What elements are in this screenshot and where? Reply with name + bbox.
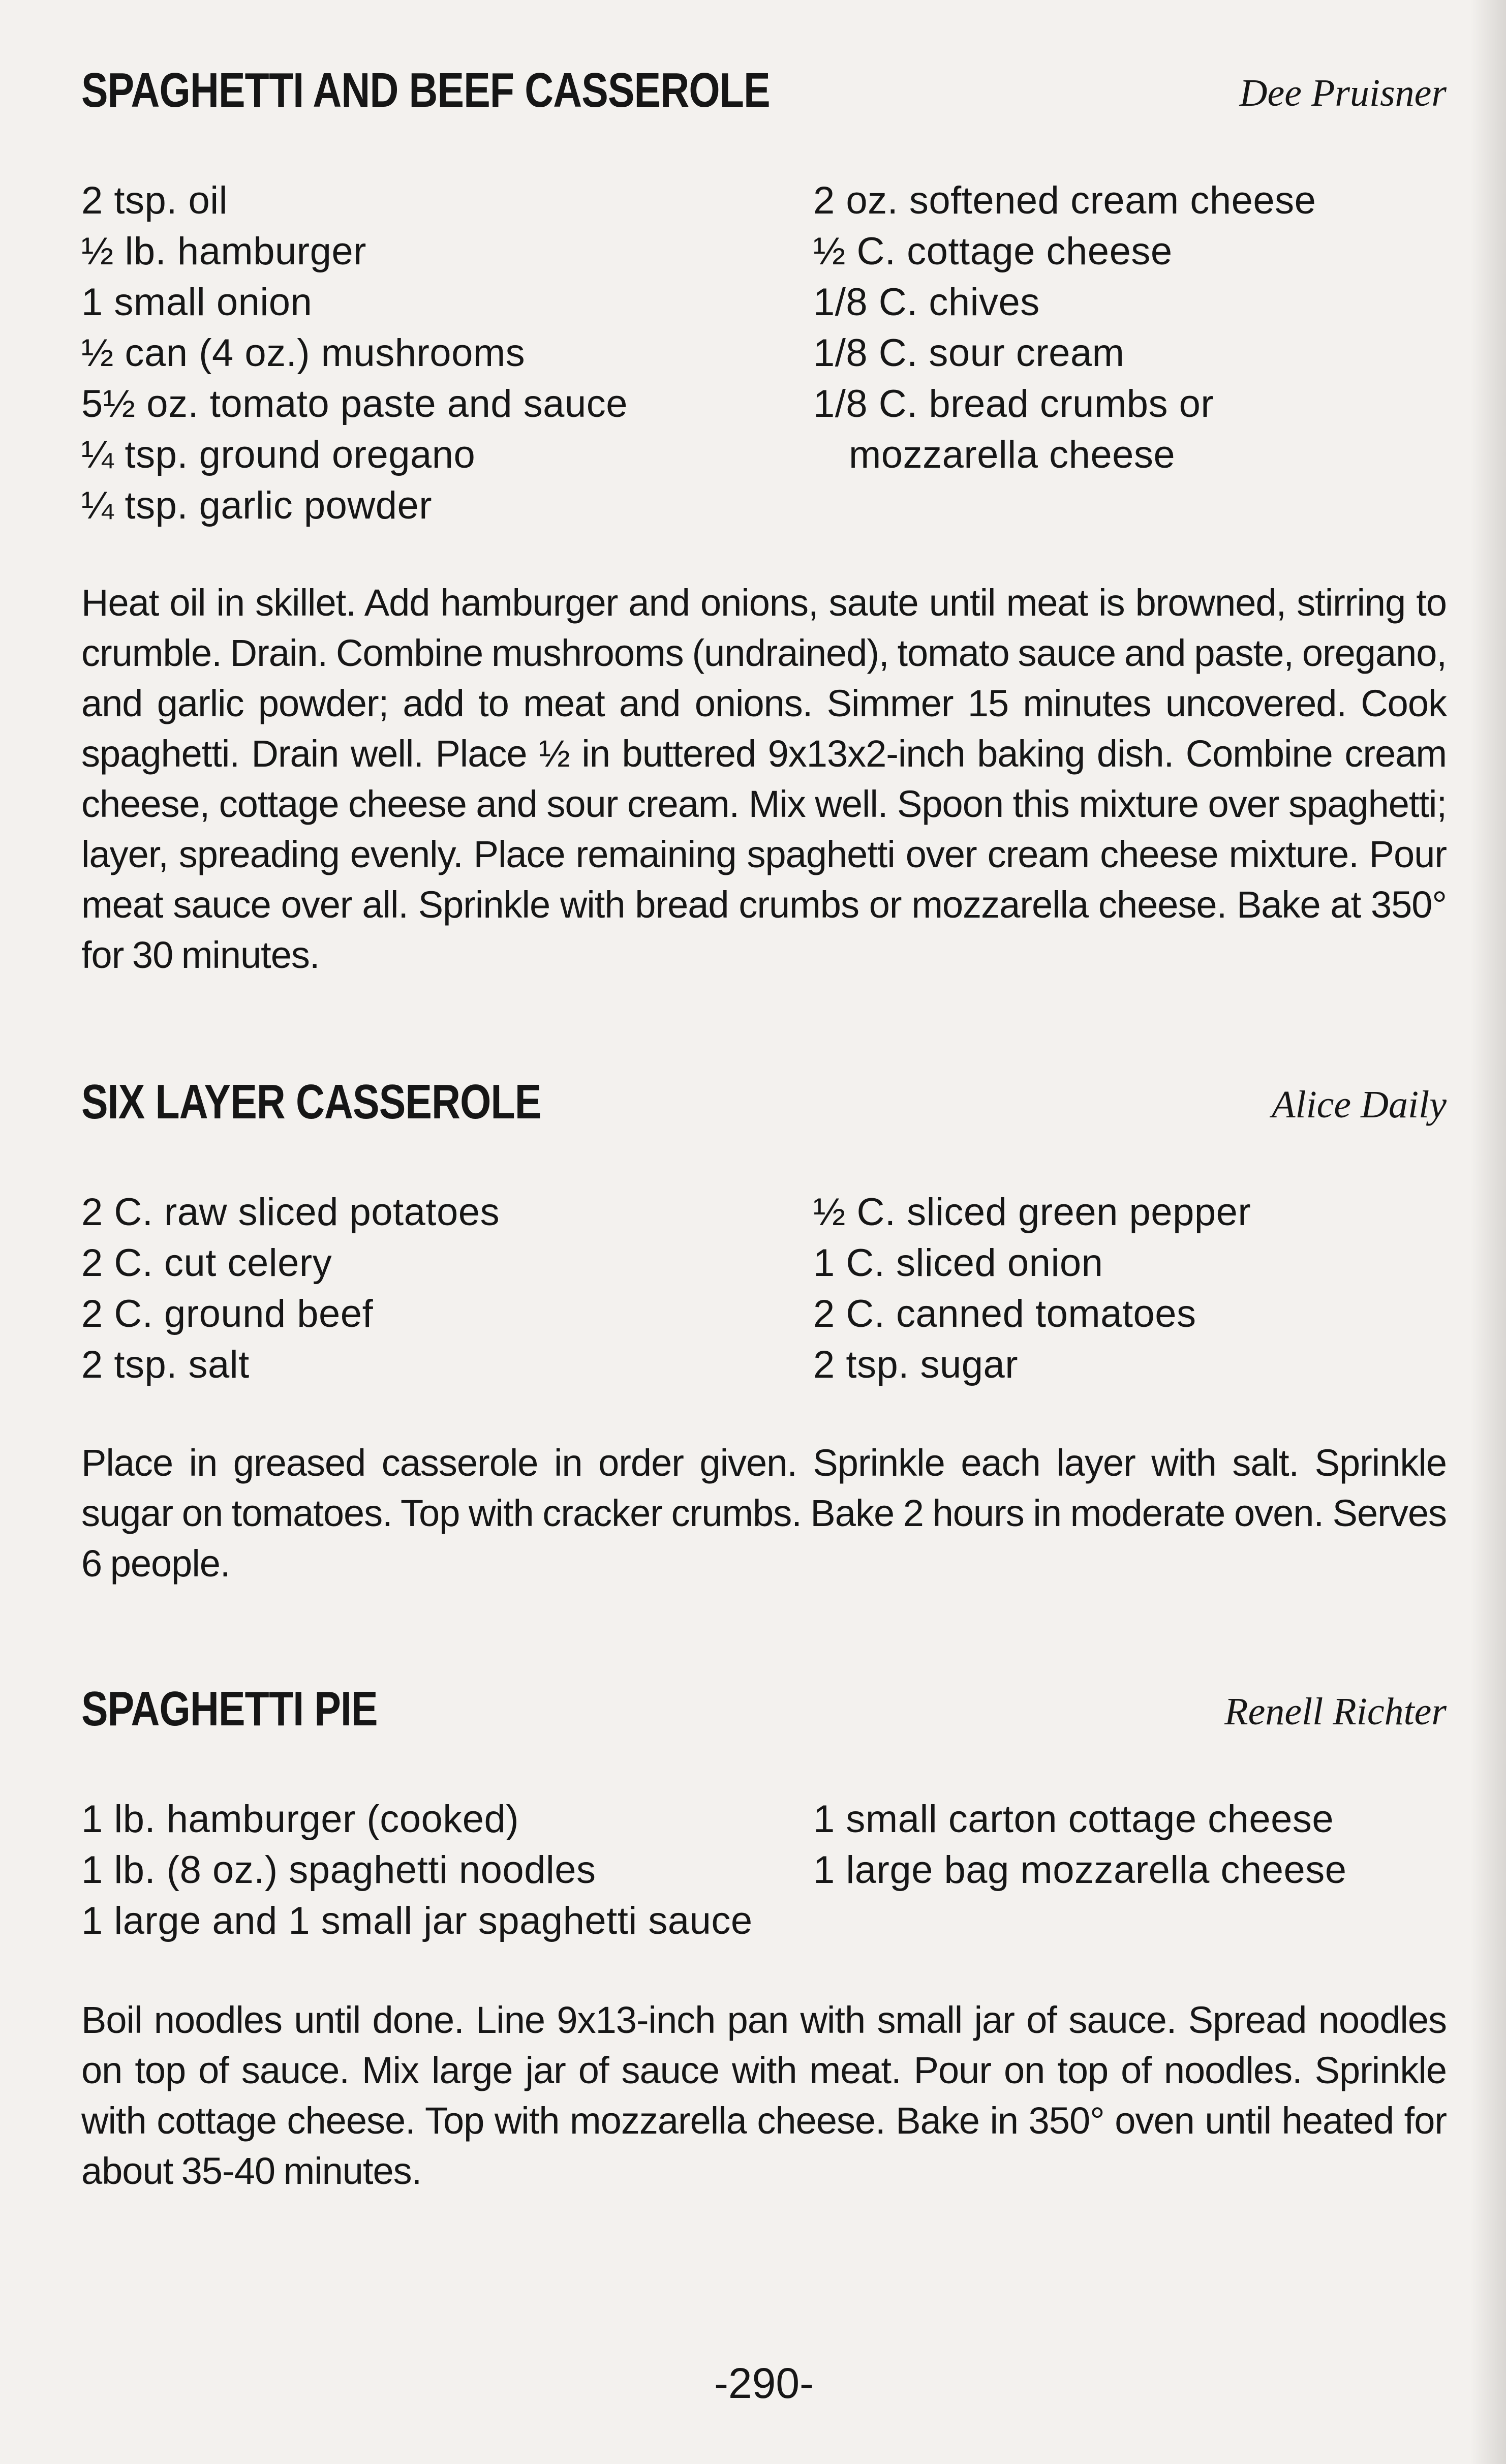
ingredient: ½ can (4 oz.) mushrooms — [81, 331, 526, 375]
recipe-directions: Boil noodles until done. Line 9x13-inch pan with small jar of sauce. Spread noodles on top of sauce. Mix large jar of sauce with meat. Pour on top of noodles. Sprinkle with cottage cheese. Top with mozzarella cheese. Bake in 350° oven until heated for about 35-40 minutes. — [81, 1999, 1447, 2192]
ingredients-right-column — [813, 1794, 1447, 1896]
ingredient: 1 small onion — [81, 281, 313, 324]
ingredient: 2 C. raw sliced potatoes — [81, 1191, 500, 1234]
page-edge-shadow — [1470, 0, 1506, 2464]
recipe-title: SPAGHETTI PIE — [81, 1682, 378, 1736]
recipe-author: Alice Daily — [1272, 1083, 1447, 1126]
ingredient: 1 large bag mozzarella cheese — [813, 1848, 1347, 1892]
ingredient: 1/8 C. chives — [813, 281, 1040, 324]
ingredient: 2 tsp. sugar — [813, 1343, 1019, 1386]
ingredient: ½ C. cottage cheese — [813, 230, 1173, 273]
ingredient: 1 large and 1 small jar spaghetti sauce — [81, 1899, 753, 1942]
ingredient: 1 small carton cottage cheese — [813, 1798, 1334, 1841]
ingredients-left-column — [81, 1794, 793, 1946]
ingredients-left-column — [81, 1187, 793, 1390]
ingredient: 1 lb. hamburger (cooked) — [81, 1798, 519, 1841]
ingredient: 2 C. canned tomatoes — [813, 1292, 1196, 1335]
ingredient: 1 C. sliced onion — [813, 1241, 1103, 1285]
ingredients-left-column — [81, 175, 793, 531]
ingredient: 2 C. ground beef — [81, 1292, 374, 1335]
ingredient: ½ lb. hamburger — [81, 230, 366, 273]
ingredient: 2 tsp. salt — [81, 1343, 250, 1386]
recipe-title: SIX LAYER CASSEROLE — [81, 1075, 541, 1129]
ingredient: 1/8 C. bread crumbs or — [813, 382, 1214, 425]
ingredient: 5½ oz. tomato paste and sauce — [81, 382, 628, 425]
ingredient: 2 C. cut celery — [81, 1241, 332, 1285]
recipe-title: SPAGHETTI AND BEEF CASSEROLE — [81, 63, 770, 117]
recipe-author: Dee Pruisner — [1239, 72, 1447, 114]
ingredient: ¼ tsp. garlic powder — [81, 484, 433, 527]
recipe-directions: Heat oil in skillet. Add hamburger and onions, saute until meat is browned, stirring to crumble. Drain. Combine mushrooms (undrained), tomato sauce and paste, oregano, and garlic powder; add to meat and onions. Simmer 15 minutes uncovered. Cook spaghetti. Drain well. Place ½ in buttered 9x13x2-inch baking dish. Combine cream cheese, cottage cheese and sour cream. Mix well. Spoon this mixture over spaghetti; layer, spreading evenly. Place remaining spaghetti over cream cheese mixture. Pour meat sauce over all. Sprinkle with bread crumbs or mozzarella cheese. Bake at 350° for 30 minutes. — [81, 582, 1447, 976]
ingredient: ½ C. sliced green pepper — [813, 1191, 1251, 1234]
recipe-directions: Place in greased casserole in order given. Sprinkle each layer with salt. Sprinkle sugar on tomatoes. Top with cracker crumbs. Bake 2 hours in moderate oven. Serves 6 people. — [81, 1442, 1447, 1585]
ingredients-right-column — [813, 175, 1447, 480]
ingredient: ¼ tsp. ground oregano — [81, 433, 476, 476]
recipe-author: Renell Richter — [1224, 1690, 1447, 1733]
page-number: -290- — [714, 2359, 814, 2407]
cookbook-page — [81, 61, 1447, 2407]
ingredient: 1 lb. (8 oz.) spaghetti noodles — [81, 1848, 596, 1892]
ingredient: 1/8 C. sour cream — [813, 331, 1125, 375]
ingredient: 2 oz. softened cream cheese — [813, 179, 1316, 222]
ingredients-right-column — [813, 1187, 1447, 1390]
ingredient: mozzarella cheese — [849, 433, 1176, 476]
ingredient: 2 tsp. oil — [81, 179, 228, 222]
